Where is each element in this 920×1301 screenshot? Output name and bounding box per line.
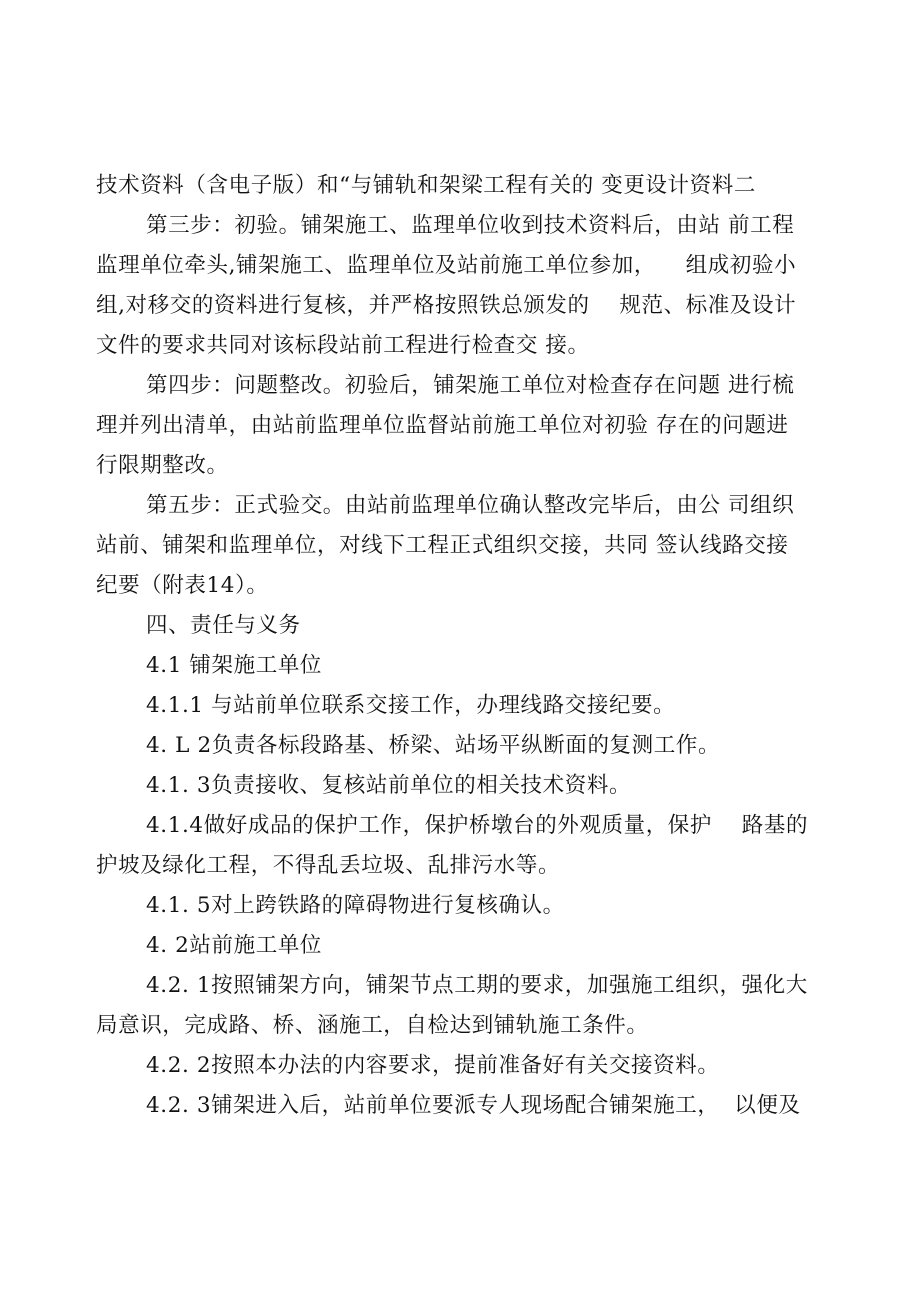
paragraph-line: 站前、铺架和监理单位，对线下工程正式组织交接，共同 签认线路交接: [96, 533, 789, 558]
paragraph-line: 4. 2站前施工单位: [146, 933, 323, 958]
paragraph-p4: [96, 606, 826, 646]
paragraph-p8: [96, 766, 826, 806]
paragraph-line: 4.2. 3铺架进入后，站前单位要派专人现场配合铺架施工， 以便及: [146, 1093, 801, 1118]
paragraph-line: 第三步：初验。铺架施工、监理单位收到技术资料后，由站 前工程: [146, 213, 795, 238]
paragraph-p0: [96, 166, 826, 206]
paragraph-p5: [96, 646, 826, 686]
document-body: [96, 166, 826, 1126]
paragraph-line: 文件的要求共同对该标段站前工程进行检查交 接。: [96, 333, 590, 358]
paragraph-line: 行限期整改。: [96, 453, 229, 478]
paragraph-line: 4.1 铺架施工单位: [146, 653, 323, 678]
paragraph-line: 四、责任与义务: [146, 613, 301, 638]
paragraph-line: 理并列出清单，由站前监理单位监督站前施工单位对初验 存在的问题进: [96, 413, 789, 438]
paragraph-line: 纪要（附表14）。: [96, 573, 269, 598]
paragraph-line: 4.1. 5对上跨铁路的障碍物进行复核确认。: [146, 893, 565, 918]
paragraph-line: 4.2. 1按照铺架方向，铺架节点工期的要求，加强施工组织，强化大: [146, 973, 808, 998]
paragraph-p14: [96, 1086, 826, 1126]
paragraph-line: 监理单位牵头,铺架施工、监理单位及站前施工单位参加， 组成初验小: [96, 253, 797, 278]
paragraph-p12: [96, 966, 826, 1046]
paragraph-line: 护坡及绿化工程，不得乱丢垃圾、乱排污水等。: [96, 853, 561, 878]
paragraph-p6: [96, 686, 826, 726]
paragraph-line: 局意识，完成路、桥、涵施工，自检达到铺轨施工条件。: [96, 1013, 649, 1038]
paragraph-line: 第四步：问题整改。初验后，铺架施工单位对检查存在问题 进行梳: [146, 373, 795, 398]
paragraph-line: 4.1.1 与站前单位联系交接工作，办理线路交接纪要。: [146, 693, 676, 718]
paragraph-p10: [96, 886, 826, 926]
paragraph-p2: [96, 366, 826, 486]
paragraph-p13: [96, 1046, 826, 1086]
paragraph-line: 4.1.4做好成品的保护工作，保护桥墩台的外观质量，保护 路基的: [146, 813, 809, 838]
paragraph-p7: [96, 726, 826, 766]
paragraph-line: 第五步：正式验交。由站前监理单位确认整改完毕后，由公 司组织: [146, 493, 795, 518]
paragraph-p9: [96, 806, 826, 886]
paragraph-line: 4.2. 2按照本办法的内容要求，提前准备好有关交接资料。: [146, 1053, 720, 1078]
paragraph-p11: [96, 926, 826, 966]
paragraph-line: 技术资料（含电子版）和“与铺轨和架梁工程有关的 变更设计资料二: [96, 173, 756, 198]
paragraph-line: 4.1. 3负责接收、复核站前单位的相关技术资料。: [146, 773, 632, 798]
paragraph-p1: [96, 206, 826, 366]
paragraph-line: 4. L 2负责各标段路基、桥梁、站场平纵断面的复测工作。: [146, 733, 721, 758]
paragraph-p3: [96, 486, 826, 606]
paragraph-line: 组,对移交的资料进行复核，并严格按照铁总颁发的 规范、标准及设计: [96, 293, 797, 318]
